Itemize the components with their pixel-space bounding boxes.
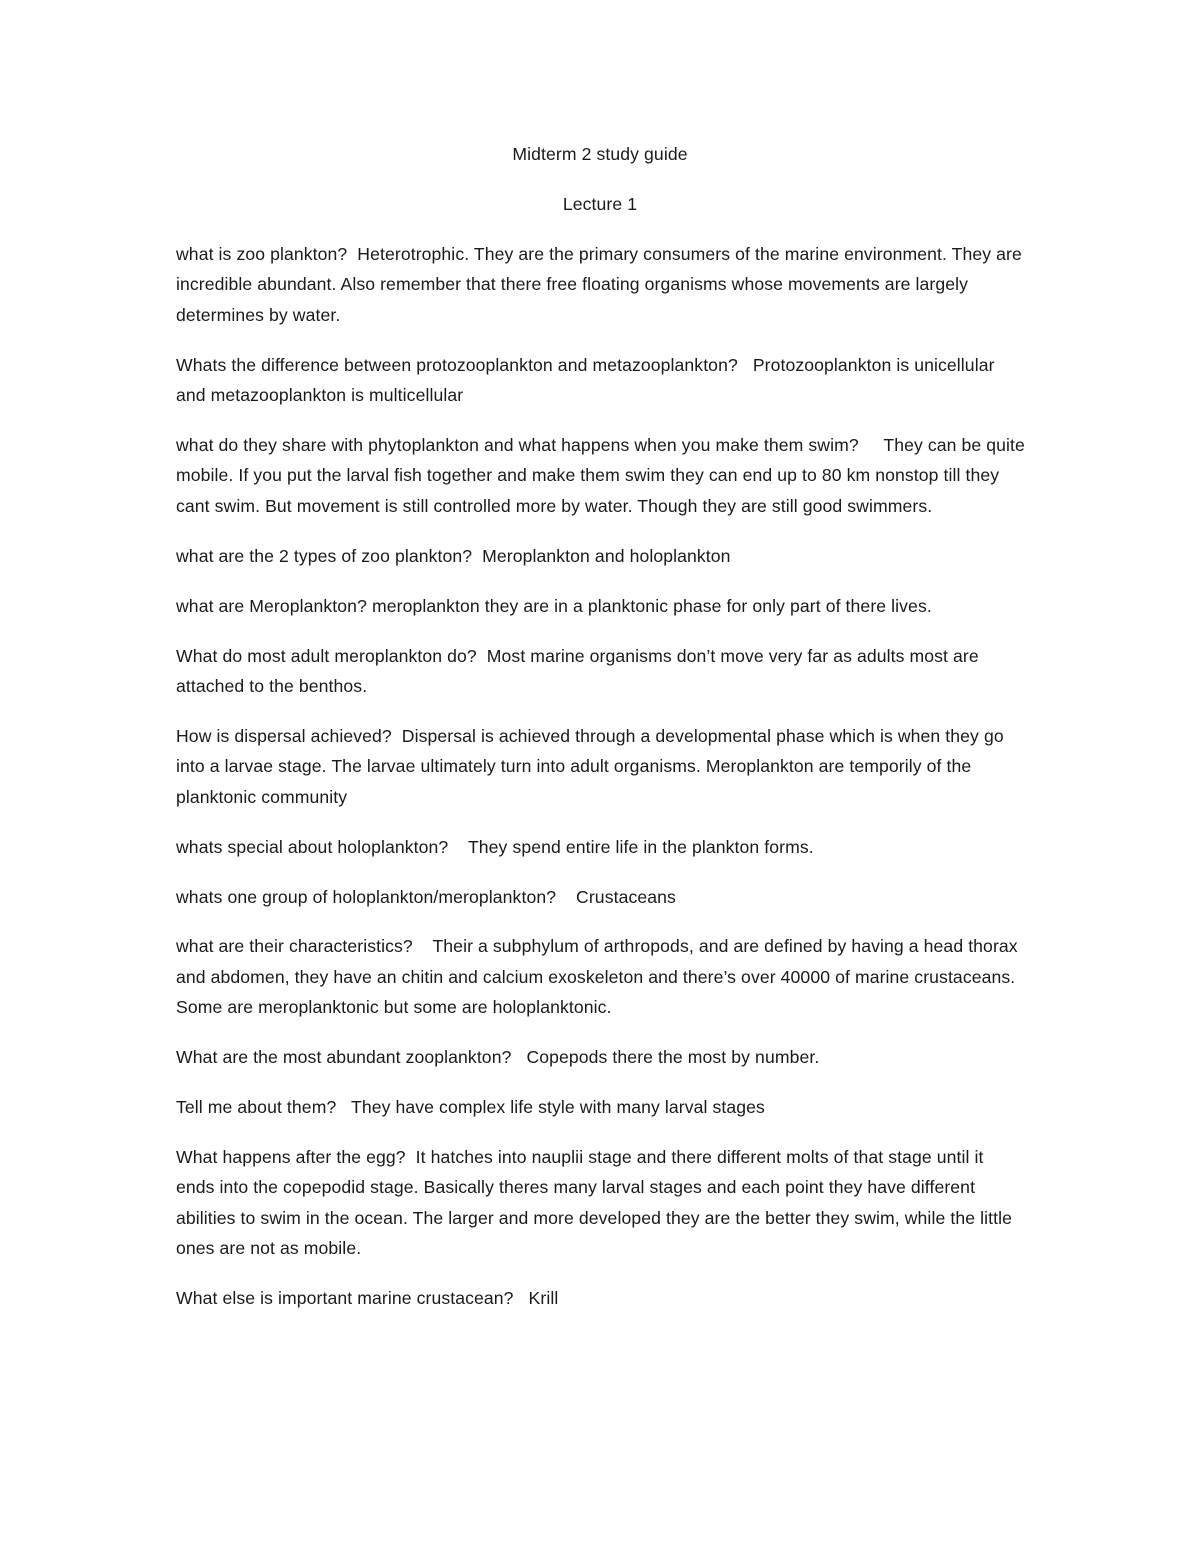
question-text: Tell me about them? [176, 1097, 337, 1118]
question-text: whats special about holoplankton? [176, 836, 449, 857]
question-text: Whats the difference between protozooplankton and metazooplankton? [176, 354, 738, 375]
answer-text: meroplankton they are in a planktonic phase for only part of there lives. [371, 595, 932, 616]
answer-text: Most marine organisms don’t move very far as adults most are attached to the benthos. [176, 645, 979, 696]
qa-paragraph [176, 591, 1026, 621]
question-text: what do they share with phytoplankton and what happens when you make them swim? [176, 435, 859, 456]
answer-text: Their a subphylum of arthropods, and are defined by having a head thorax and abdomen, they have an chitin and calcium exoskeleton and there’s over 40000 of marine crustaceans. Some are meroplanktonic but some are holoplanktonic. [176, 936, 1018, 1018]
document-body [176, 239, 1026, 1333]
answer-text: They can be quite mobile. If you put the larval fish together and make them swim they can end up to 80 km nonstop till they cant swim. But movement is still controlled more by water. Though they are still good swimmers. [176, 435, 1025, 516]
question-text: what are their characteristics? [176, 936, 413, 957]
question-text: What are the most abundant zooplankton? [176, 1047, 512, 1068]
document-title: Midterm 2 study guide [512, 144, 688, 164]
answer-text: Krill [528, 1288, 559, 1309]
answer-text: They have complex life style with many larval stages [351, 1097, 765, 1118]
answer-text: Protozooplankton is unicellular and metazooplankton is multicellular [176, 354, 995, 406]
qa-paragraph [176, 931, 1026, 1022]
qa-paragraph [176, 541, 1026, 571]
qa-paragraph [176, 882, 1026, 912]
qa-paragraph [176, 239, 1026, 330]
qa-paragraph [176, 430, 1026, 521]
qa-paragraph [176, 1142, 1026, 1264]
question-text: what are Meroplankton? [176, 595, 367, 616]
qa-paragraph [176, 1042, 1026, 1072]
answer-text: Heterotrophic. They are the primary consumers of the marine environment. They are incredible abundant. Also remember that there free floating organisms whose movements are largely determines by water. [176, 244, 1022, 325]
qa-paragraph [176, 832, 1026, 862]
question-text: whats one group of holoplankton/meroplankton? [176, 886, 557, 907]
answer-text: Crustaceans [576, 886, 676, 907]
question-text: what is zoo plankton? [176, 244, 348, 264]
qa-paragraph [176, 350, 1026, 411]
lecture-heading: Lecture 1 [562, 194, 638, 214]
question-text: What do most adult meroplankton do? [176, 645, 477, 666]
question-text: What else is important marine crustacean? [176, 1288, 514, 1309]
answer-text: Meroplankton and holoplankton [482, 545, 731, 566]
qa-paragraph [176, 1092, 1026, 1122]
answer-text: They spend entire life in the plankton forms. [467, 836, 814, 857]
qa-paragraph [176, 1283, 1026, 1313]
question-text: How is dispersal achieved? [176, 725, 392, 746]
question-text: what are the 2 types of zoo plankton? [176, 545, 473, 566]
question-text: What happens after the egg? [176, 1146, 406, 1167]
qa-paragraph [176, 641, 1026, 702]
qa-paragraph [176, 721, 1026, 812]
answer-text: Dispersal is achieved through a developmental phase which is when they go into a larvae stage. The larvae ultimately turn into adult organisms. Meroplankton are temporily of the planktonic community [176, 725, 1004, 807]
answer-text: It hatches into nauplii stage and there different molts of that stage until it ends into the copepodid stage. Basically theres many larval stages and each point they have different abilities to swim in the ocean. The larger and more developed they are the better they swim, while the little ones are not as mobile. [176, 1146, 1012, 1259]
answer-text: Copepods there the most by number. [526, 1047, 820, 1068]
